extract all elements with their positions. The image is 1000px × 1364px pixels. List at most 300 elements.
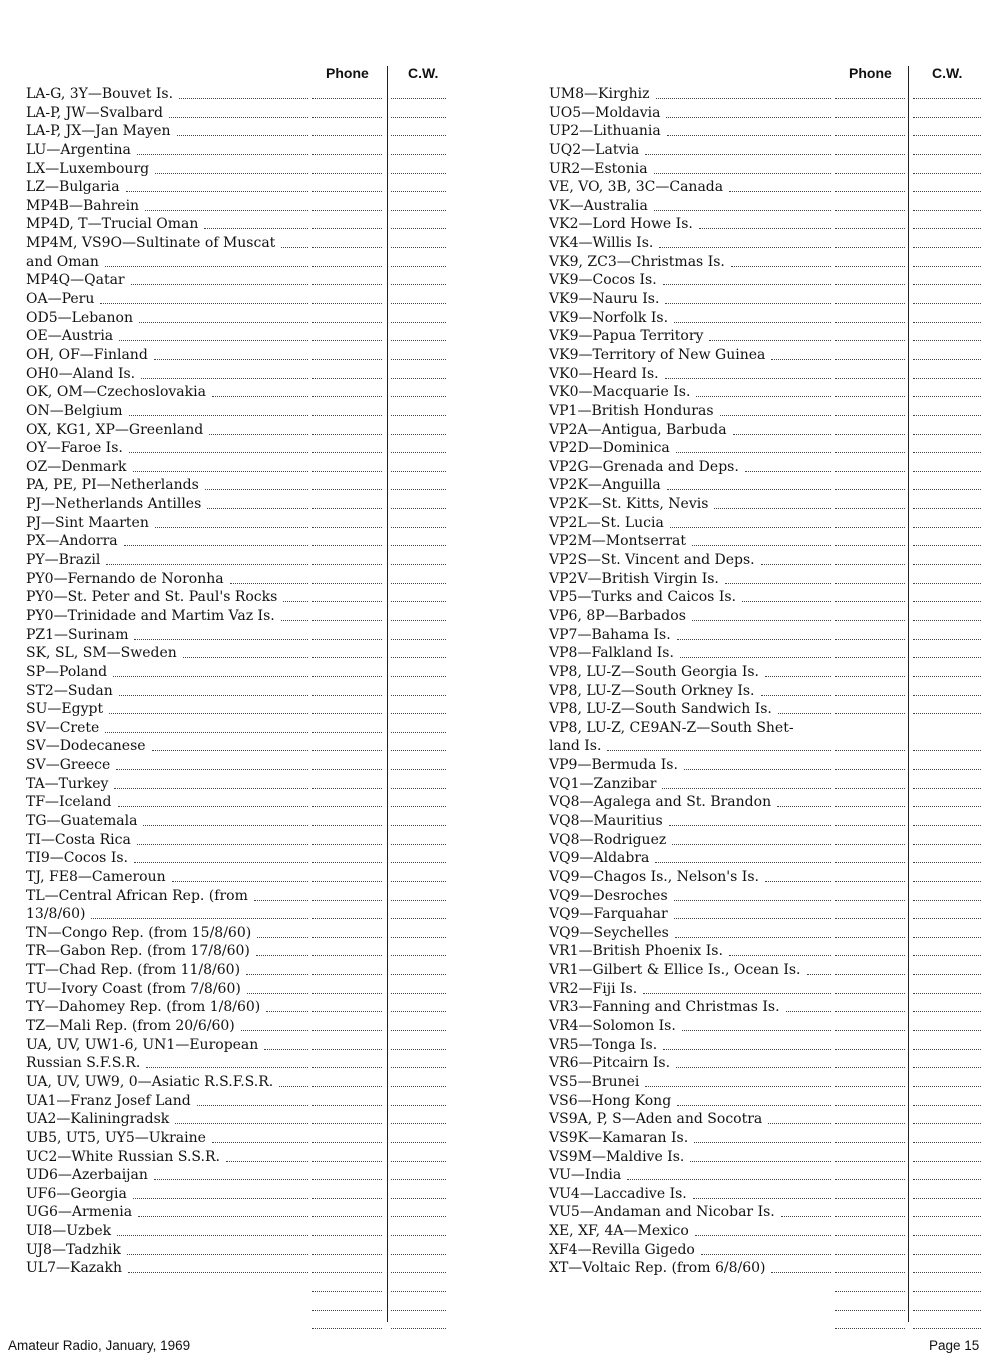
entry-row: [26, 887, 466, 906]
leader-dots: [674, 322, 831, 323]
cw-dotted-line: [913, 396, 981, 397]
entry-row: [549, 1148, 989, 1167]
leader-dots: [729, 191, 831, 192]
entry-row: [549, 402, 989, 421]
leader-dots: [680, 657, 831, 658]
leader-dots: [179, 98, 308, 99]
cw-dotted-line: [391, 322, 446, 323]
leader-dots: [134, 639, 308, 640]
entry-row: [26, 1110, 466, 1129]
phone-dotted-line: [835, 564, 905, 565]
right-column-divider: [908, 66, 909, 1322]
entry-label: VQ9—Farquahar: [549, 906, 668, 923]
leader-dots: [177, 135, 308, 136]
phone-dotted-line: [835, 135, 905, 136]
entry-label: TY—Dahomey Rep. (from 1/8/60): [26, 999, 261, 1016]
entry-label: and Oman: [26, 253, 99, 270]
leader-dots: [113, 676, 308, 677]
phone-dotted-line: [835, 1310, 905, 1311]
entry-row: [26, 476, 466, 495]
entry-label: TZ—Mali Rep. (from 20/6/60): [26, 1018, 235, 1035]
entry-row: [26, 1259, 466, 1278]
cw-dotted-line: [913, 900, 981, 901]
entry-label: land Is.: [549, 738, 602, 755]
entry-row: [26, 85, 466, 104]
entry-label: PJ—Netherlands Antilles: [26, 496, 202, 513]
entry-label: VK4—Willis Is.: [549, 235, 654, 252]
entry-row: [26, 439, 466, 458]
phone-dotted-line: [835, 1272, 905, 1273]
cw-dotted-line: [913, 1030, 981, 1031]
entry-label: UL7—Kazakh: [26, 1260, 123, 1277]
entry-label: PY—Brazil: [26, 552, 101, 569]
entry-row: [26, 160, 466, 179]
entry-label: PJ—Sint Maarten: [26, 514, 149, 531]
cw-dotted-line: [391, 1216, 446, 1217]
entry-label: OZ—Denmark: [26, 458, 127, 475]
leader-dots: [154, 359, 308, 360]
entry-row: [26, 868, 466, 887]
phone-dotted-line: [312, 918, 382, 919]
cw-dotted-line: [391, 620, 446, 621]
entry-label: VR1—British Phoenix Is.: [549, 943, 723, 960]
leader-dots: [692, 545, 831, 546]
cw-dotted-line: [913, 191, 981, 192]
cw-dotted-line: [391, 993, 446, 994]
phone-dotted-line: [312, 1179, 382, 1180]
cw-dotted-line: [913, 1216, 981, 1217]
phone-dotted-line: [312, 639, 382, 640]
phone-dotted-line: [312, 937, 382, 938]
phone-dotted-line: [835, 881, 905, 882]
leader-dots: [765, 881, 831, 882]
leader-dots: [768, 1123, 831, 1124]
cw-dotted-line: [913, 471, 981, 472]
entry-row: [549, 215, 989, 234]
entry-row: [26, 1166, 466, 1185]
entry-row: [26, 495, 466, 514]
phone-dotted-line: [835, 844, 905, 845]
leader-dots: [279, 1086, 308, 1087]
leader-dots: [283, 601, 308, 602]
leader-dots: [674, 918, 831, 919]
entry-row: [26, 998, 466, 1017]
entry-row: [26, 421, 466, 440]
entry-label: TI9—Cocos Is.: [26, 850, 128, 867]
cw-dotted-line: [391, 154, 446, 155]
leader-dots: [665, 303, 831, 304]
cw-dotted-line: [391, 1254, 446, 1255]
phone-dotted-line: [835, 806, 905, 807]
cw-dotted-line: [913, 806, 981, 807]
cw-dotted-line: [913, 1105, 981, 1106]
phone-dotted-line: [835, 434, 905, 435]
entry-row: [26, 197, 466, 216]
phone-dotted-line: [835, 918, 905, 919]
entry-row: [549, 160, 989, 179]
entry-row: [549, 812, 989, 831]
cw-dotted-line: [391, 844, 446, 845]
entry-label: VP2K—Anguilla: [549, 477, 661, 494]
entry-row: [26, 1054, 466, 1073]
phone-dotted-line: [835, 639, 905, 640]
phone-dotted-line: [835, 452, 905, 453]
entry-row: [549, 887, 989, 906]
cw-dotted-line: [913, 937, 981, 938]
entry-label: VK9—Territory of New Guinea: [549, 346, 766, 363]
cw-dotted-line: [913, 247, 981, 248]
cw-header: C.W.: [408, 65, 439, 81]
phone-dotted-line: [835, 974, 905, 975]
cw-dotted-line: [913, 284, 981, 285]
phone-dotted-line: [312, 228, 382, 229]
phone-dotted-line: [835, 769, 905, 770]
phone-dotted-line: [312, 993, 382, 994]
leader-dots: [114, 788, 308, 789]
entry-label: VP7—Bahama Is.: [549, 626, 671, 643]
entry-row: [549, 309, 989, 328]
leader-dots: [663, 1049, 831, 1050]
leader-dots: [662, 788, 831, 789]
cw-dotted-line: [391, 303, 446, 304]
phone-dotted-line: [835, 1179, 905, 1180]
entry-label: VK0—Heard Is.: [549, 365, 659, 382]
leader-dots: [777, 806, 831, 807]
entry-label: VP2S—St. Vincent and Deps.: [549, 552, 755, 569]
entry-row: [26, 458, 466, 477]
cw-dotted-line: [391, 1328, 446, 1329]
cw-dotted-line: [391, 173, 446, 174]
entry-row: [26, 271, 466, 290]
leader-dots: [145, 210, 308, 211]
entry-row: [549, 570, 989, 589]
leader-dots: [761, 695, 831, 696]
phone-dotted-line: [312, 564, 382, 565]
cw-dotted-line: [391, 1105, 446, 1106]
entry-row: [549, 383, 989, 402]
entry-label: TG—Guatemala: [26, 812, 138, 829]
entry-row: [26, 682, 466, 701]
phone-dotted-line: [312, 434, 382, 435]
entry-row: [549, 1166, 989, 1185]
cw-dotted-line: [913, 210, 981, 211]
entry-row: [549, 1315, 989, 1334]
entry-row: [549, 1073, 989, 1092]
phone-dotted-line: [312, 284, 382, 285]
leader-dots: [674, 900, 831, 901]
cw-dotted-line: [391, 545, 446, 546]
entry-label: VK2—Lord Howe Is.: [549, 216, 693, 233]
leader-dots: [172, 881, 308, 882]
entry-label: SV—Crete: [26, 719, 100, 736]
entry-label: VP2K—St. Kitts, Nevis: [549, 496, 709, 513]
entry-label: XE, XF, 4A—Mexico: [549, 1223, 689, 1240]
entry-row: [26, 719, 466, 738]
entry-label: OH, OF—Finland: [26, 346, 148, 363]
phone-header: Phone: [849, 65, 892, 81]
entry-row: [26, 1315, 466, 1334]
leader-dots: [212, 1142, 308, 1143]
phone-dotted-line: [835, 359, 905, 360]
cw-dotted-line: [391, 1198, 446, 1199]
entry-row: [26, 905, 466, 924]
entry-label: VR2—Fiji Is.: [549, 980, 638, 997]
entry-row: [549, 271, 989, 290]
leader-dots: [670, 527, 831, 528]
leader-dots: [137, 154, 308, 155]
cw-dotted-line: [913, 1198, 981, 1199]
phone-dotted-line: [312, 1105, 382, 1106]
cw-dotted-line: [913, 564, 981, 565]
entry-label: SV—Dodecanese: [26, 738, 146, 755]
entry-label: UA, UV, UW1-6, UN1—European: [26, 1036, 259, 1053]
cw-dotted-line: [913, 228, 981, 229]
cw-dotted-line: [391, 396, 446, 397]
cw-dotted-line: [391, 117, 446, 118]
entry-label: PY0—Fernando de Noronha: [26, 570, 224, 587]
cw-dotted-line: [391, 1272, 446, 1273]
cw-dotted-line: [391, 1049, 446, 1050]
cw-dotted-line: [913, 135, 981, 136]
phone-dotted-line: [312, 1198, 382, 1199]
cw-dotted-line: [913, 1049, 981, 1050]
phone-dotted-line: [312, 676, 382, 677]
entry-row: [549, 1278, 989, 1297]
cw-dotted-line: [391, 1161, 446, 1162]
entry-row: [549, 327, 989, 346]
phone-dotted-line: [312, 1328, 382, 1329]
cw-dotted-line: [913, 154, 981, 155]
entry-row: [26, 1036, 466, 1055]
entry-row: [26, 383, 466, 402]
cw-dotted-line: [391, 1291, 446, 1292]
entry-label: PZ1—Surinam: [26, 626, 129, 643]
entry-label: UA, UV, UW9, 0—Asiatic R.S.F.S.R.: [26, 1073, 274, 1090]
cw-dotted-line: [391, 284, 446, 285]
cw-dotted-line: [391, 564, 446, 565]
leader-dots: [119, 695, 308, 696]
entry-label: UR2—Estonia: [549, 160, 648, 177]
entry-label: UB5, UT5, UY5—Ukraine: [26, 1129, 206, 1146]
entry-row: [26, 1185, 466, 1204]
cw-dotted-line: [913, 1067, 981, 1068]
phone-dotted-line: [835, 247, 905, 248]
entry-label: VE, VO, 3B, 3C—Canada: [549, 179, 724, 196]
cw-dotted-line: [913, 788, 981, 789]
leader-dots: [695, 1235, 831, 1236]
entry-label: VP2D—Dominica: [549, 440, 670, 457]
entry-row: [549, 85, 989, 104]
phone-dotted-line: [835, 993, 905, 994]
leader-dots: [667, 135, 831, 136]
phone-dotted-line: [835, 900, 905, 901]
leader-dots: [701, 1254, 831, 1255]
entry-row: [549, 234, 989, 253]
entry-label: VK9—Nauru Is.: [549, 291, 660, 308]
footer-publication: Amateur Radio, January, 1969: [8, 1338, 191, 1353]
leader-dots: [693, 1198, 831, 1199]
phone-dotted-line: [312, 452, 382, 453]
phone-dotted-line: [835, 1161, 905, 1162]
entry-row: [26, 1241, 466, 1260]
entry-label: ON—Belgium: [26, 402, 123, 419]
leader-dots: [209, 434, 308, 435]
cw-dotted-line: [913, 1272, 981, 1273]
phone-dotted-line: [312, 974, 382, 975]
leader-dots: [266, 1011, 308, 1012]
entry-label: LZ—Bulgaria: [26, 179, 120, 196]
phone-dotted-line: [835, 415, 905, 416]
entry-label: UP2—Lithuania: [549, 123, 661, 140]
leader-dots: [281, 620, 308, 621]
leader-dots: [669, 825, 831, 826]
entry-row: [26, 1148, 466, 1167]
leader-dots: [807, 974, 831, 975]
entry-row: [26, 365, 466, 384]
phone-dotted-line: [835, 303, 905, 304]
phone-dotted-line: [312, 1086, 382, 1087]
phone-dotted-line: [835, 210, 905, 211]
entry-row: [549, 421, 989, 440]
entry-label: UG6—Armenia: [26, 1204, 133, 1221]
entry-label: UC2—White Russian S.S.R.: [26, 1148, 220, 1165]
leader-dots: [126, 191, 308, 192]
entry-label: SP—Poland: [26, 663, 108, 680]
cw-dotted-line: [913, 303, 981, 304]
left-column-header: [26, 64, 466, 85]
entry-row: [26, 402, 466, 421]
entry-label: UJ8—Tadzhik: [26, 1241, 121, 1258]
leader-dots: [714, 508, 831, 509]
entry-label: PX—Andorra: [26, 533, 118, 550]
phone-dotted-line: [835, 1198, 905, 1199]
entry-row: [549, 104, 989, 123]
entry-row: [26, 1129, 466, 1148]
entry-label: VQ9—Aldabra: [549, 850, 650, 867]
leader-dots: [175, 1123, 308, 1124]
leader-dots: [133, 1198, 308, 1199]
cw-dotted-line: [391, 806, 446, 807]
phone-dotted-line: [312, 1161, 382, 1162]
entry-label: VP2L—St. Lucia: [549, 514, 664, 531]
entry-label: VR6—Pitcairn Is.: [549, 1055, 671, 1072]
cw-dotted-line: [391, 583, 446, 584]
entry-row: [549, 290, 989, 309]
phone-dotted-line: [312, 173, 382, 174]
leader-dots: [665, 378, 831, 379]
phone-dotted-line: [312, 900, 382, 901]
phone-dotted-line: [312, 135, 382, 136]
phone-dotted-line: [312, 266, 382, 267]
entry-row: [549, 868, 989, 887]
entry-row: [26, 737, 466, 756]
entry-row: [26, 849, 466, 868]
entry-label: VQ1—Zanzibar: [549, 775, 657, 792]
phone-dotted-line: [835, 788, 905, 789]
leader-dots: [281, 247, 308, 248]
entry-label: VP8, LU-Z—South Georgia Is.: [549, 663, 759, 680]
entry-row: [549, 551, 989, 570]
entry-row: [549, 253, 989, 272]
cw-dotted-line: [391, 676, 446, 677]
entry-row: [549, 924, 989, 943]
cw-dotted-line: [913, 322, 981, 323]
entry-label: UF6—Georgia: [26, 1185, 127, 1202]
entry-row: [26, 532, 466, 551]
entry-row: [549, 1129, 989, 1148]
cw-dotted-line: [913, 489, 981, 490]
entry-label: LA-P, JW—Svalbard: [26, 104, 163, 121]
leader-dots: [663, 284, 831, 285]
entry-label: VP2G—Grenada and Deps.: [549, 458, 739, 475]
entry-label: OA—Peru: [26, 291, 95, 308]
phone-dotted-line: [312, 955, 382, 956]
leader-dots: [654, 173, 831, 174]
cw-dotted-line: [913, 1328, 981, 1329]
leader-dots: [676, 452, 831, 453]
cw-dotted-line: [913, 452, 981, 453]
cw-dotted-line: [913, 750, 981, 751]
phone-dotted-line: [835, 1049, 905, 1050]
entry-row: [549, 1092, 989, 1111]
leader-dots: [254, 900, 308, 901]
cw-dotted-line: [913, 508, 981, 509]
leader-dots: [690, 1161, 831, 1162]
entry-label: OD5—Lebanon: [26, 309, 133, 326]
cw-dotted-line: [913, 1142, 981, 1143]
entry-row: [26, 178, 466, 197]
entry-row: [26, 1222, 466, 1241]
leader-dots: [765, 676, 831, 677]
phone-dotted-line: [312, 844, 382, 845]
cw-dotted-line: [913, 378, 981, 379]
leader-dots: [709, 340, 831, 341]
cw-dotted-line: [391, 900, 446, 901]
phone-dotted-line: [312, 825, 382, 826]
entry-row: [549, 178, 989, 197]
cw-dotted-line: [913, 434, 981, 435]
cw-dotted-line: [913, 974, 981, 975]
entry-row: [549, 476, 989, 495]
cw-dotted-line: [391, 247, 446, 248]
phone-dotted-line: [835, 1105, 905, 1106]
entry-row: [549, 365, 989, 384]
phone-dotted-line: [312, 340, 382, 341]
cw-dotted-line: [391, 1030, 446, 1031]
entry-label: VK9, ZC3—Christmas Is.: [549, 253, 725, 270]
phone-dotted-line: [312, 620, 382, 621]
entry-row: [549, 719, 989, 738]
entry-label: VP5—Turks and Caicos Is.: [549, 589, 736, 606]
phone-dotted-line: [835, 1086, 905, 1087]
leader-dots: [645, 154, 831, 155]
entry-label: UI8—Uzbek: [26, 1223, 112, 1240]
phone-dotted-line: [835, 1328, 905, 1329]
phone-dotted-line: [312, 1216, 382, 1217]
leader-dots: [694, 1142, 831, 1143]
cw-dotted-line: [391, 434, 446, 435]
phone-dotted-line: [835, 601, 905, 602]
cw-dotted-line: [391, 918, 446, 919]
entry-row: [26, 924, 466, 943]
phone-dotted-line: [835, 322, 905, 323]
phone-dotted-line: [312, 1272, 382, 1273]
entry-label: OX, KG1, XP—Greenland: [26, 421, 204, 438]
entry-row: [26, 700, 466, 719]
entry-label: PY0—Trinidade and Martim Vaz Is.: [26, 607, 275, 624]
phone-header: Phone: [326, 65, 369, 81]
phone-dotted-line: [835, 583, 905, 584]
